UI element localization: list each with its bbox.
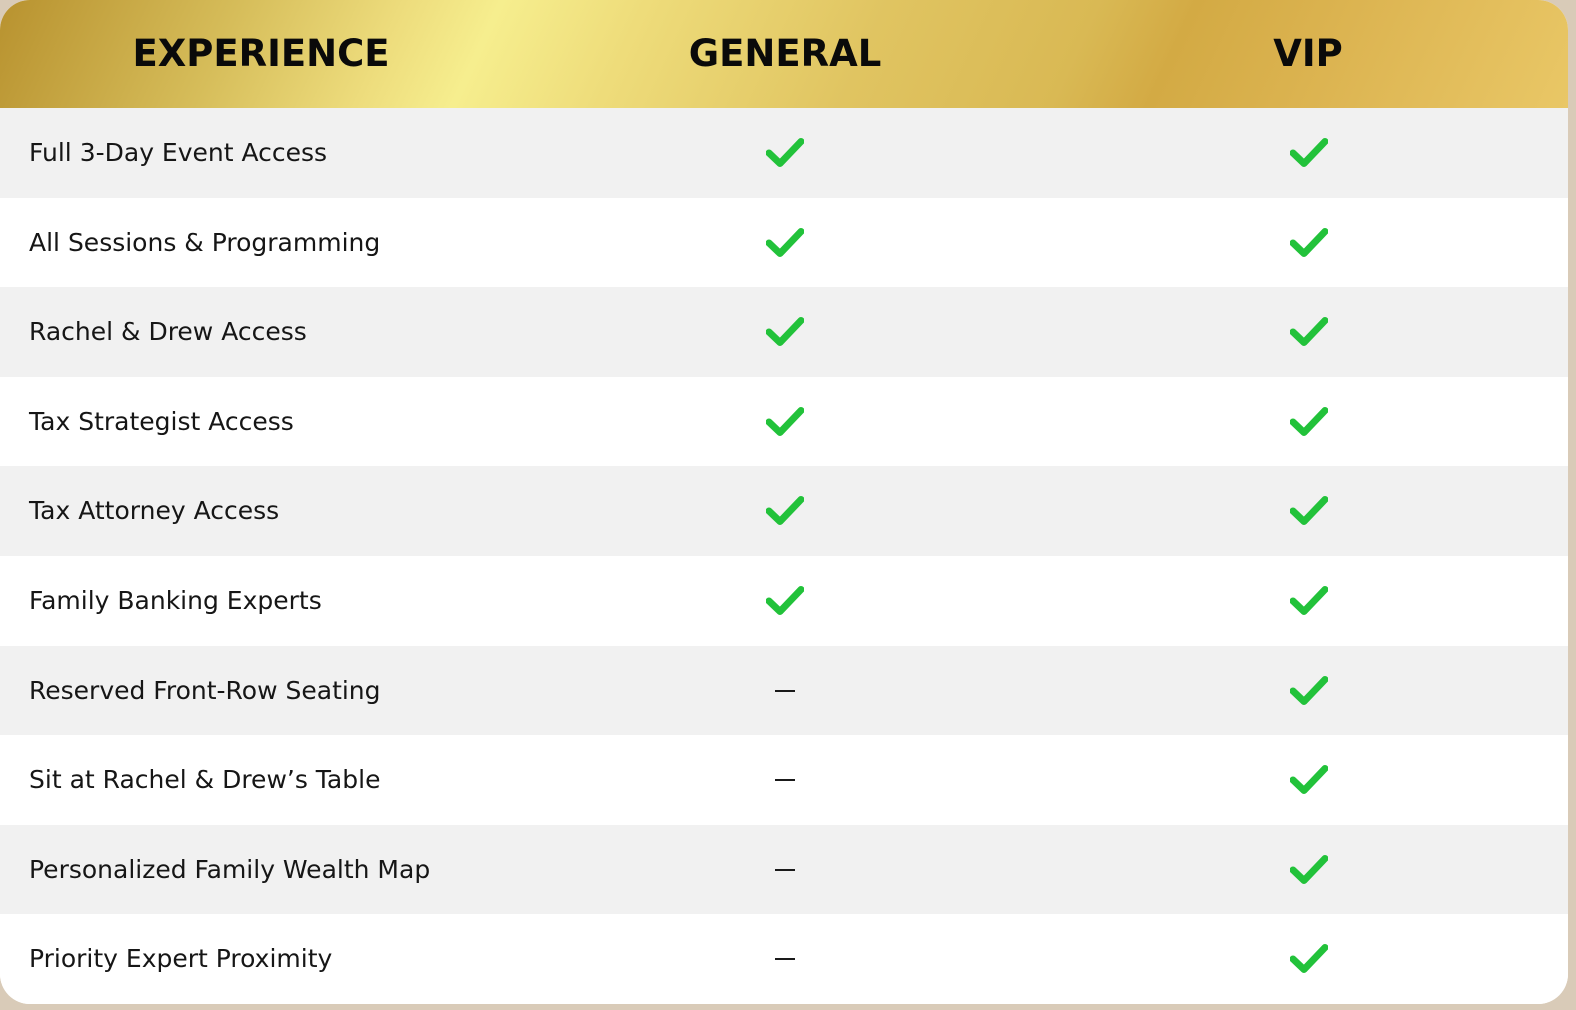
general-cell	[745, 735, 825, 825]
dash-icon	[775, 958, 795, 960]
check-icon	[1290, 228, 1328, 258]
table-row	[0, 825, 1568, 915]
general-cell	[745, 108, 825, 198]
vip-cell	[1269, 556, 1349, 646]
feature-label: Tax Attorney Access	[29, 496, 280, 526]
feature-label: Family Banking Experts	[29, 586, 322, 615]
header-experience: EXPERIENCE	[132, 32, 390, 75]
dash-icon	[775, 869, 795, 871]
general-cell	[745, 825, 825, 915]
vip-cell	[1269, 466, 1349, 556]
feature-label: Sit at Rachel & Drew’s Table	[29, 765, 381, 795]
vip-cell	[1269, 198, 1349, 288]
vip-cell	[1269, 287, 1349, 377]
table-row	[0, 198, 1568, 288]
table-row	[0, 914, 1568, 1004]
check-icon	[1290, 317, 1328, 347]
feature-label: Full 3-Day Event Access	[29, 138, 328, 167]
vip-cell	[1269, 377, 1349, 467]
general-cell	[745, 287, 825, 377]
general-cell	[745, 198, 825, 288]
check-icon	[766, 496, 804, 526]
header-vip: VIP	[1273, 32, 1343, 75]
check-icon	[766, 407, 804, 437]
check-icon	[1290, 407, 1328, 437]
check-icon	[1290, 586, 1328, 616]
table-row	[0, 556, 1568, 646]
general-cell	[745, 914, 825, 1004]
general-cell	[745, 377, 825, 467]
check-icon	[1290, 676, 1328, 706]
feature-label: Tax Strategist Access	[29, 406, 294, 436]
vip-cell	[1269, 735, 1349, 825]
table-row	[0, 735, 1568, 825]
general-cell	[745, 646, 825, 736]
feature-label: Priority Expert Proximity	[29, 944, 333, 974]
check-icon	[1290, 138, 1328, 168]
vip-cell	[1269, 825, 1349, 915]
table-row	[0, 646, 1568, 736]
check-icon	[1290, 496, 1328, 526]
vip-cell	[1269, 108, 1349, 198]
check-icon	[766, 317, 804, 347]
check-icon	[1290, 765, 1328, 795]
general-cell	[745, 556, 825, 646]
feature-label: Rachel & Drew Access	[29, 317, 307, 347]
general-cell	[745, 466, 825, 556]
check-icon	[766, 586, 804, 616]
feature-label: All Sessions & Programming	[29, 227, 381, 257]
dash-icon	[775, 690, 795, 692]
table-row	[0, 287, 1568, 377]
table-row	[0, 377, 1568, 467]
table-header	[0, 0, 1568, 108]
table-row	[0, 108, 1568, 198]
dash-icon	[775, 779, 795, 781]
vip-cell	[1269, 646, 1349, 736]
header-general: GENERAL	[688, 32, 882, 75]
vip-cell	[1269, 914, 1349, 1004]
check-icon	[1290, 944, 1328, 974]
table-row	[0, 466, 1568, 556]
feature-label: Personalized Family Wealth Map	[29, 854, 431, 884]
check-icon	[766, 138, 804, 168]
check-icon	[766, 228, 804, 258]
check-icon	[1290, 855, 1328, 885]
feature-label: Reserved Front-Row Seating	[29, 675, 381, 705]
